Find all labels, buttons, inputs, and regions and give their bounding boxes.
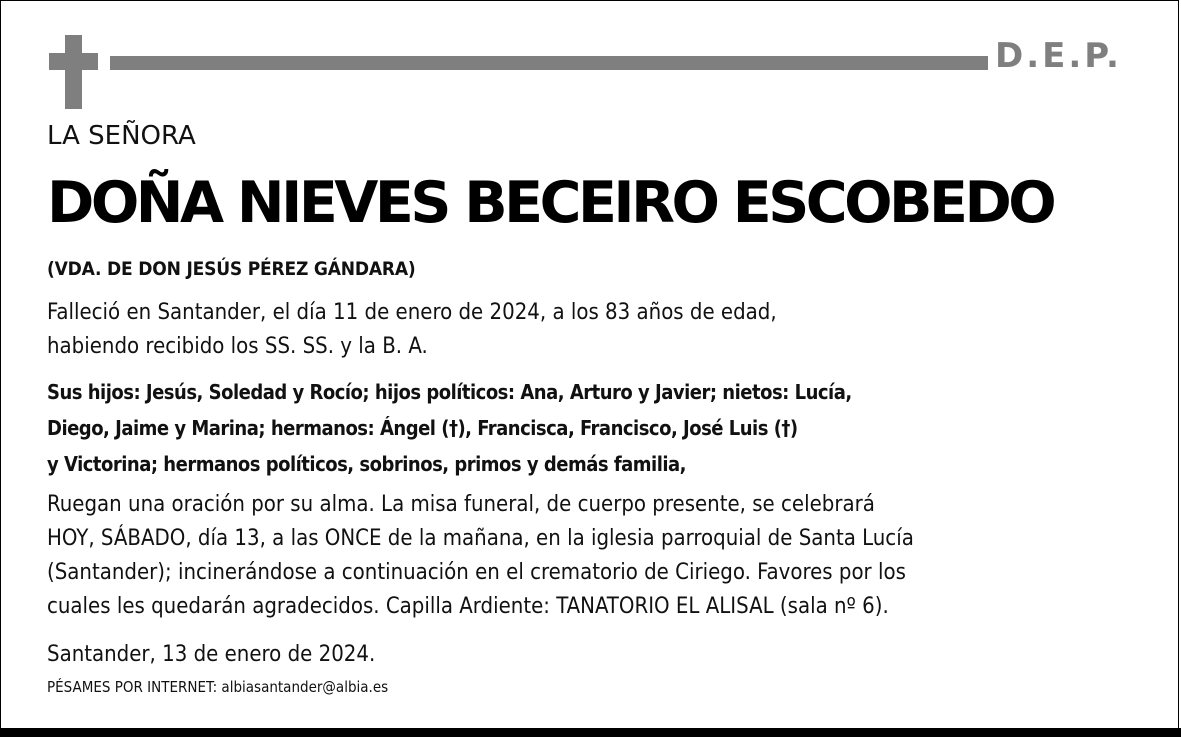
death-info-line: habiendo recibido los SS. SS. y la B. A. — [47, 334, 428, 359]
funeral-line: HOY, SÁBADO, día 13, a las ONCE de la mañana, en la iglesia parroquial de Santa Lucía — [47, 526, 914, 551]
cross-vertical-bar — [65, 35, 82, 109]
condolences-internet: PÉSAMES POR INTERNET: albiasantander@albia.es — [47, 678, 389, 696]
title-label: LA SEÑORA — [47, 121, 196, 151]
notice-date: Santander, 13 de enero de 2024. — [47, 642, 376, 667]
family-line: y Victorina; hermanos políticos, sobrinos, primos y demás familia, — [47, 452, 687, 476]
family-line: Diego, Jaime y Marina; hermanos: Ángel (†), Francisca, Francisco, José Luis (†) — [47, 416, 798, 440]
dep-label: D.E.P. — [995, 36, 1122, 76]
cross-horizontal-bar — [49, 53, 98, 70]
deceased-name: DOÑA NIEVES BECEIRO ESCOBEDO — [47, 170, 1054, 236]
bottom-border-bar — [0, 728, 1181, 737]
header-rule — [110, 56, 988, 70]
death-info-line: Falleció en Santander, el día 11 de enero de 2024, a los 83 años de edad, — [47, 300, 777, 325]
widow-of: (VDA. DE DON JESÚS PÉREZ GÁNDARA) — [47, 258, 416, 280]
funeral-line: (Santander); incinerándose a continuación en el crematorio de Ciriego. Favores por los — [47, 560, 906, 585]
funeral-line: Ruegan una oración por su alma. La misa funeral, de cuerpo presente, se celebrará — [47, 492, 875, 517]
family-line: Sus hijos: Jesús, Soledad y Rocío; hijos políticos: Ana, Arturo y Javier; nietos: Lucía, — [47, 380, 852, 404]
funeral-line: cuales les quedarán agradecidos. Capilla Ardiente: TANATORIO EL ALISAL (sala nº 6). — [47, 594, 889, 619]
